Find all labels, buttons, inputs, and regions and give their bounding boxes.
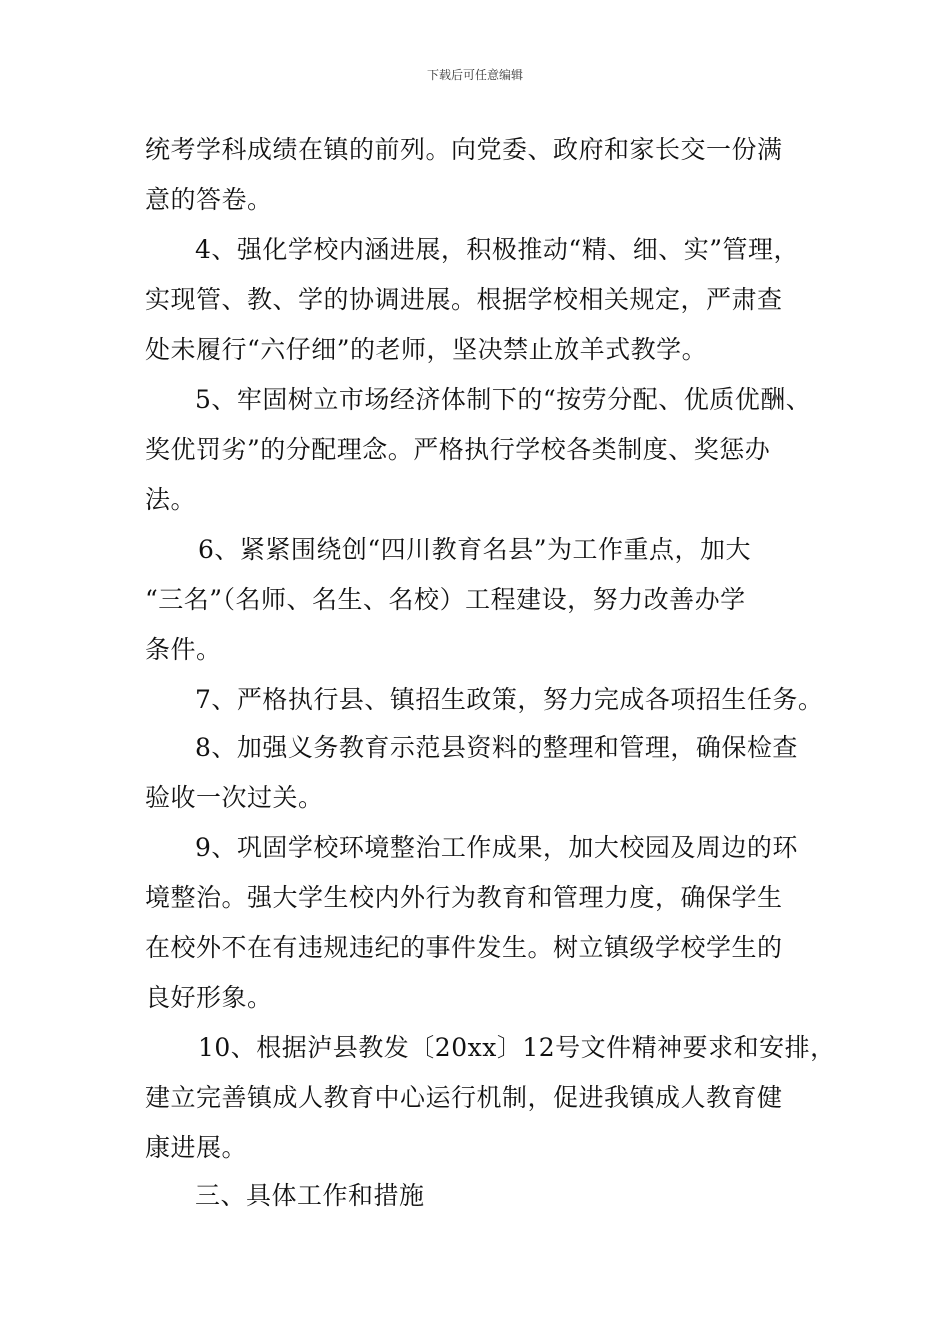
text-line: 10、根据泸县教发〔20xx〕12号文件精神要求和安排，: [198, 1033, 836, 1062]
text-line: 康进展。: [145, 1133, 248, 1162]
text-line: 4、强化学校内涵进展，积极推动“精、细、实”管理，: [195, 235, 799, 264]
text-line: 8、加强义务教育示范县资料的整理和管理，确保检查: [195, 733, 798, 762]
text-line: 统考学科成绩在镇的前列。向党委、政府和家长交一份满: [145, 135, 783, 164]
text-line: 7、严格执行县、镇招生政策，努力完成各项招生任务。: [195, 685, 824, 714]
text-line: 9、巩固学校环境整治工作成果，加大校园及周边的环: [195, 833, 798, 862]
text-line: 境整治。强大学生校内外行为教育和管理力度，确保学生: [145, 883, 783, 912]
text-line: 建立完善镇成人教育中心运行机制，促进我镇成人教育健: [145, 1083, 783, 1112]
text-line: 在校外不在有违规违纪的事件发生。树立镇级学校学生的: [145, 933, 783, 962]
text-line: 实现管、教、学的协调进展。根据学校相关规定，严肃查: [145, 285, 783, 314]
text-line: 条件。: [145, 635, 222, 664]
page-header: 下载后可任意编辑: [426, 68, 523, 82]
text-line: 良好形象。: [145, 983, 273, 1012]
text-line: 意的答卷。: [145, 185, 273, 214]
text-line: 5、牢固树立市场经济体制下的“按劳分配、优质优酬、: [195, 385, 812, 414]
text-line: “三名”（名师、名生、名校）工程建设，努力改善办学: [145, 585, 746, 614]
section-heading: 三、具体工作和措施: [195, 1181, 425, 1210]
text-line: 处未履行“六仔细”的老师，坚决禁止放羊式教学。: [145, 335, 708, 364]
text-line: 验收一次过关。: [145, 783, 324, 812]
text-line: 6、紧紧围绕创“四川教育名县”为工作重点，加大: [198, 535, 751, 564]
text-line: 奖优罚劣”的分配理念。严格执行学校各类制度、奖惩办: [145, 435, 771, 464]
text-line: 法。: [145, 485, 197, 514]
